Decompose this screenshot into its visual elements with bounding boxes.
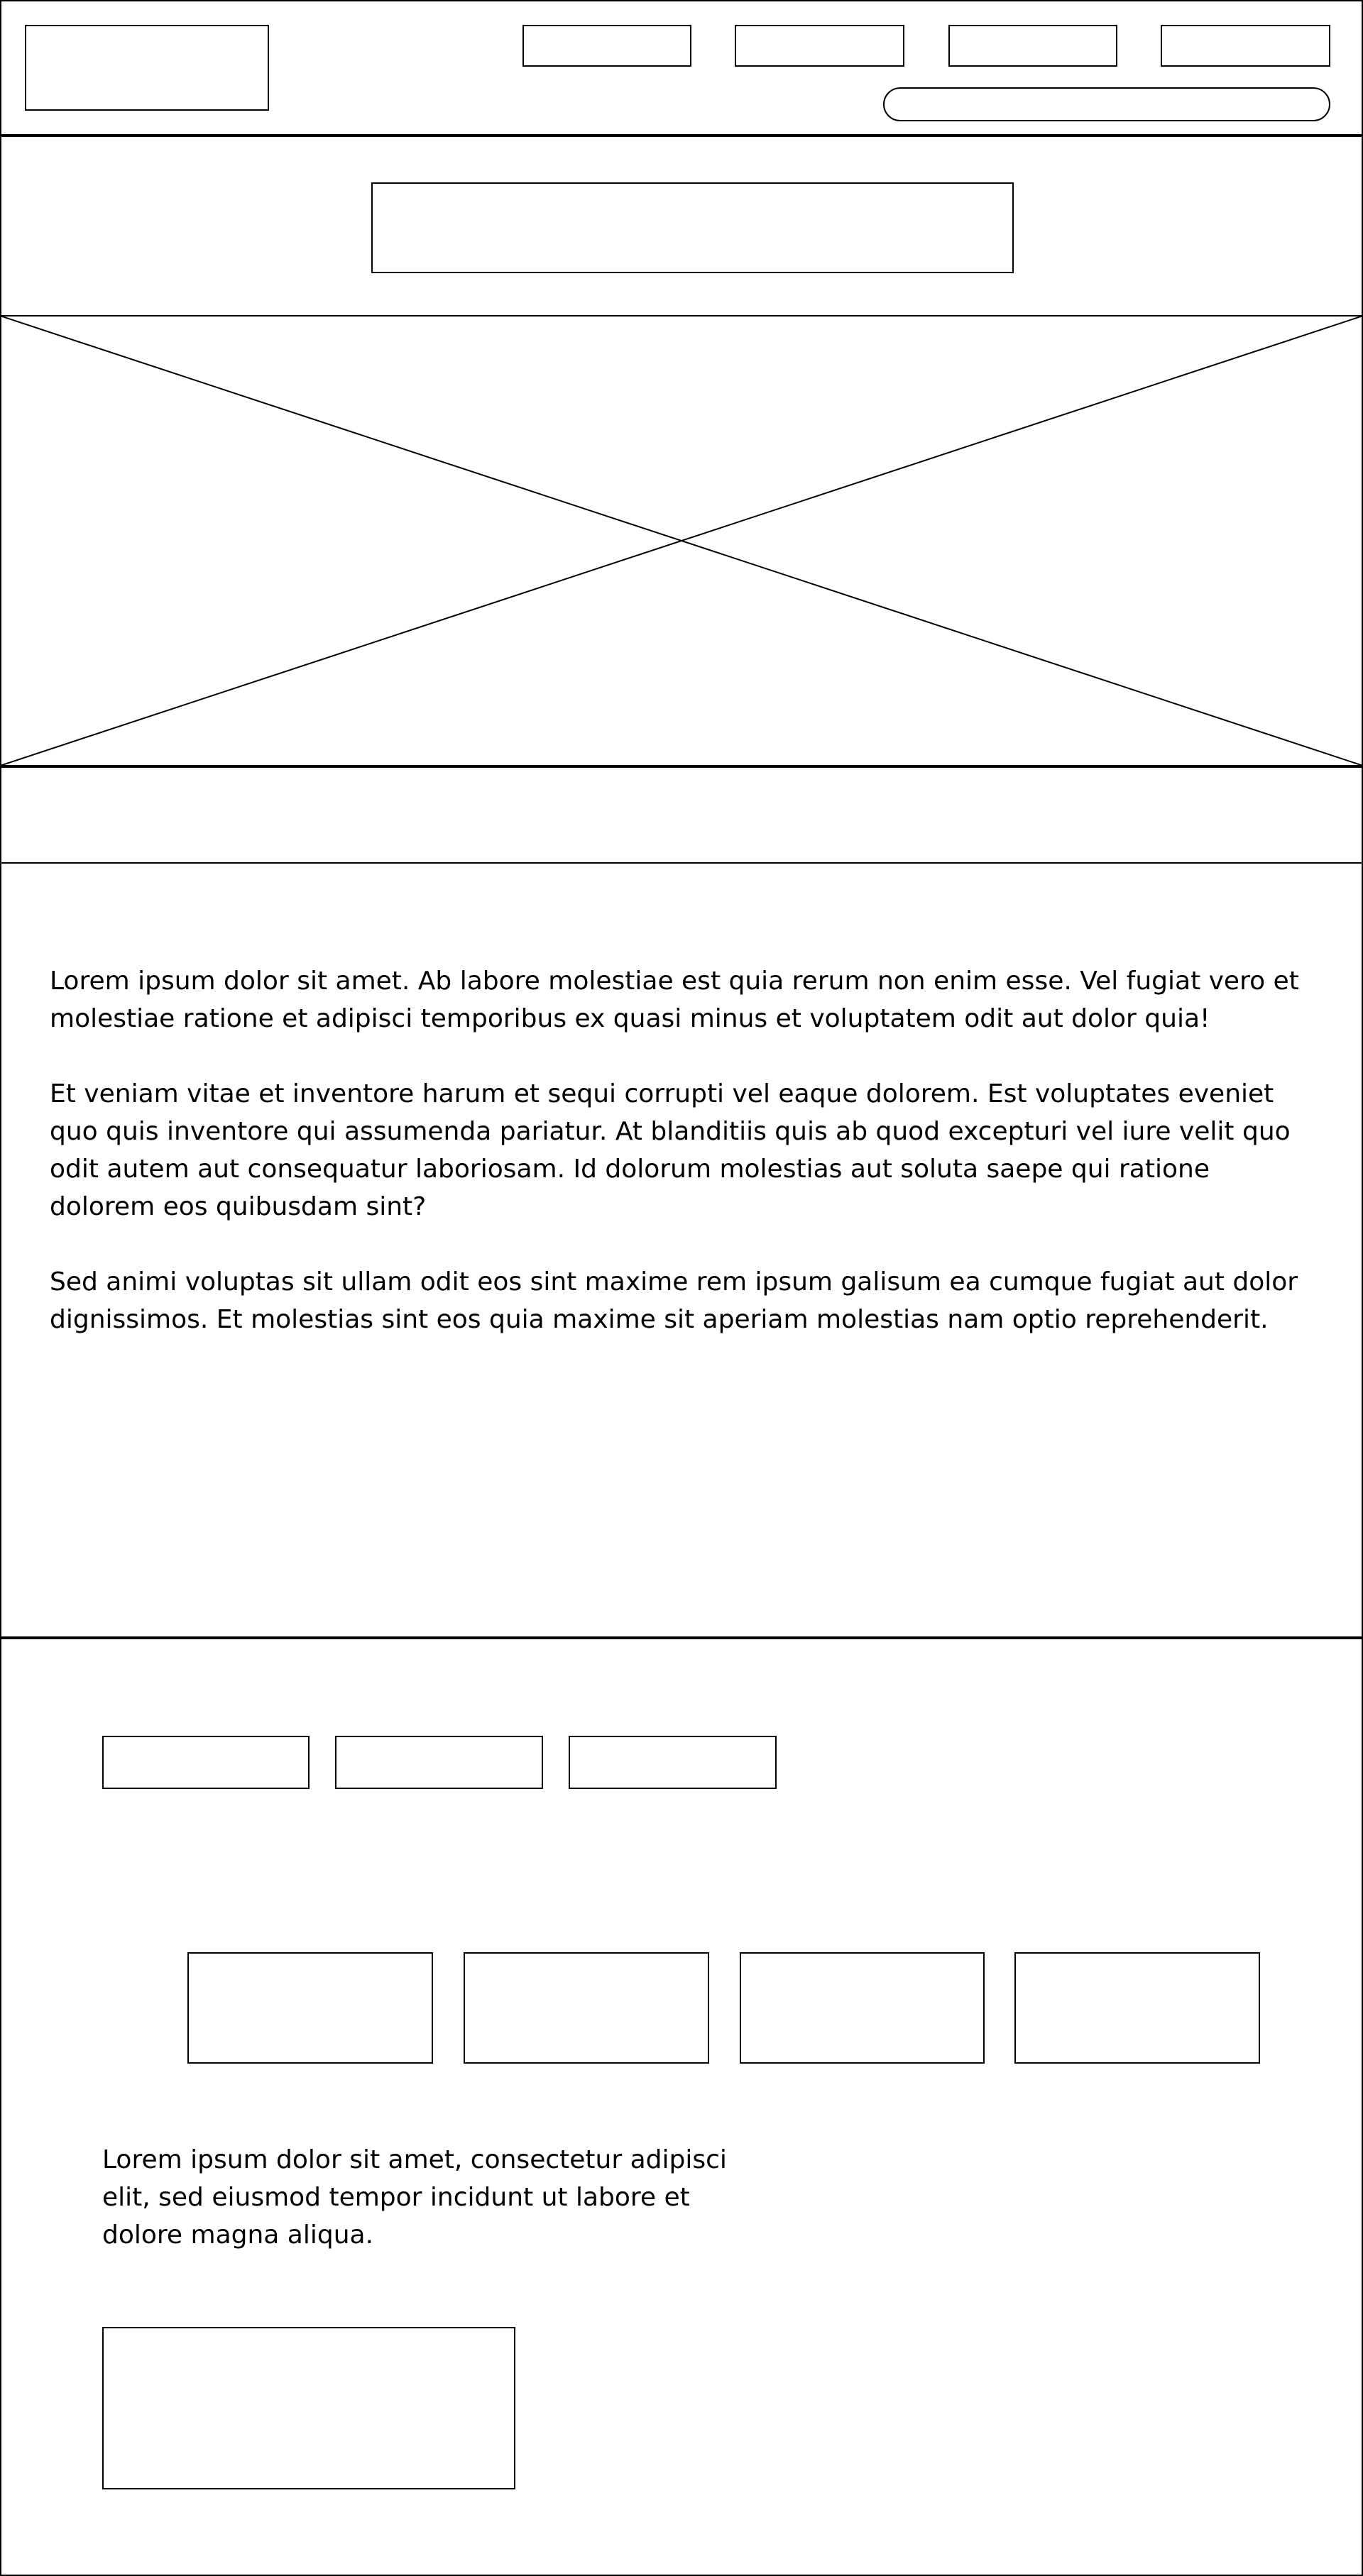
paragraph-1: Lorem ipsum dolor sit amet. Ab labore molestiae est quia rerum non enim esse. Vel fugiat vero et molestiae ratione et adipisci temporibus ex quasi minus et voluptatem odit aut dolor quia! [50, 967, 1299, 1033]
nav-item-2[interactable] [735, 25, 904, 67]
nav-item-1[interactable] [522, 25, 691, 67]
footer-button-3[interactable] [569, 1736, 777, 1789]
footer-button-1[interactable] [102, 1736, 310, 1789]
search-input[interactable] [883, 87, 1330, 121]
footer-divider [0, 1636, 1363, 1639]
nav-item-3[interactable] [948, 25, 1117, 67]
header-divider [0, 134, 1363, 137]
content-divider [0, 862, 1363, 864]
footer-text: Lorem ipsum dolor sit amet, consectetur adipisci elit, sed eiusmod tempor incidunt ut labore et dolore magna aliqua. [102, 2145, 727, 2250]
footer-box-placeholder [102, 2327, 515, 2489]
content-text [50, 962, 1299, 1376]
image-placeholder-icon [0, 316, 1363, 766]
card-3[interactable] [740, 1952, 985, 2064]
card-4[interactable] [1014, 1952, 1260, 2064]
card-1[interactable] [187, 1952, 433, 2064]
paragraph-2: Et veniam vitae et inventore harum et sequi corrupti vel eaque dolorem. Est voluptates eveniet quo quis inventore qui assumenda pariatur. At blanditiis quis ab quod excepturi vel iure velit quo odit autem aut consequatur laboriosam. Id dolorum molestias aut soluta saepe qui ratione dolorem eos quibusdam sint? [50, 1079, 1291, 1221]
hero-title-placeholder [371, 182, 1014, 273]
image-divider [0, 765, 1363, 768]
card-2[interactable] [464, 1952, 709, 2064]
paragraph-3: Sed animi voluptas sit ullam odit eos sint maxime rem ipsum galisum ea cumque fugiat aut dolor dignissimos. Et molestias sint eos quia maxime sit aperiam molestias nam optio reprehenderit. [50, 1267, 1298, 1334]
logo-placeholder[interactable] [25, 25, 269, 111]
nav-item-4[interactable] [1161, 25, 1330, 67]
footer-button-2[interactable] [335, 1736, 543, 1789]
